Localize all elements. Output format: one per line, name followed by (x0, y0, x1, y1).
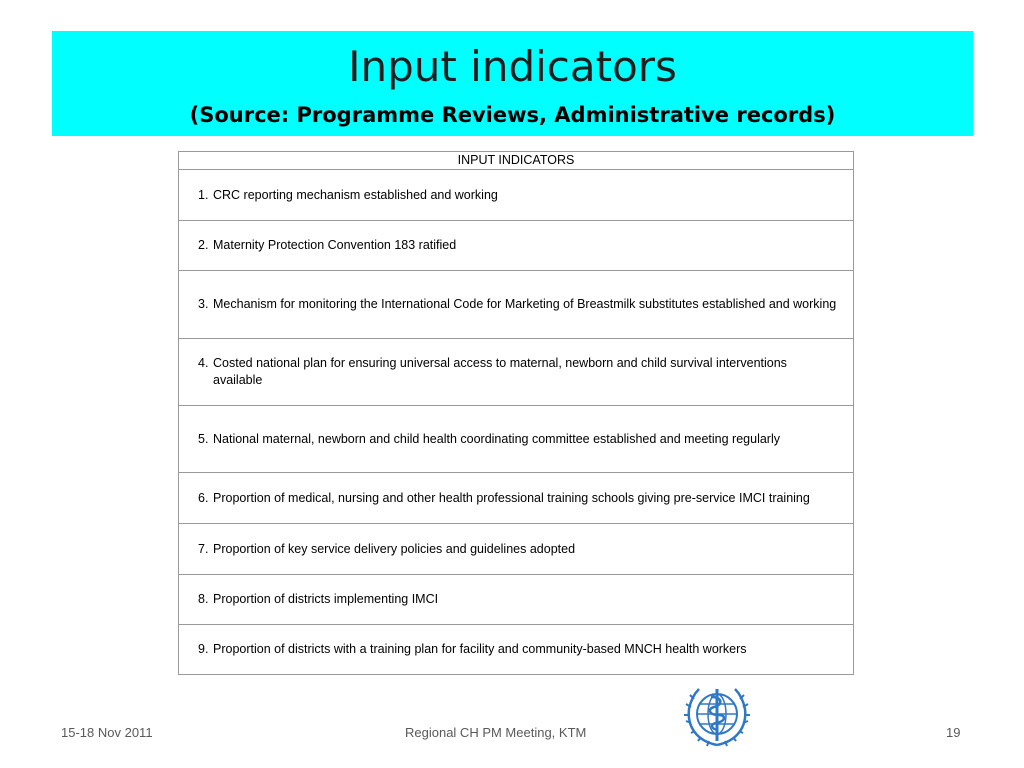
row-number: 1. (198, 187, 209, 202)
footer-date: 15-18 Nov 2011 (61, 725, 153, 740)
footer-meeting: Regional CH PM Meeting, KTM (405, 725, 587, 740)
table-row (179, 524, 854, 575)
row-number: 9. (198, 642, 209, 656)
slide-subtitle: (Source: Programme Reviews, Administrative records) (189, 103, 836, 127)
row-number: 5. (198, 431, 209, 446)
table-row (179, 406, 854, 473)
row-text: CRC reporting mechanism established and working (213, 187, 498, 202)
table-row (179, 170, 854, 221)
table-header: INPUT INDICATORS (179, 152, 854, 170)
row-number: 3. (198, 297, 209, 311)
row-number: 2. (198, 238, 209, 252)
row-number: 8. (198, 592, 209, 606)
who-emblem-icon (683, 683, 751, 749)
footer-page-number: 19 (946, 725, 961, 740)
indicators-table (178, 151, 854, 675)
title-band (52, 31, 973, 136)
row-text: Proportion of districts implementing IMCI (213, 592, 439, 606)
table-row (179, 221, 854, 271)
row-text: National maternal, newborn and child health coordinating committee established and meeting regularly (213, 431, 780, 446)
row-text: Maternity Protection Convention 183 ratified (213, 238, 457, 252)
row-number: 7. (198, 541, 209, 556)
table-row (179, 271, 854, 339)
table-row (179, 339, 854, 406)
row-number: 4. (198, 356, 209, 370)
row-text: Costed national plan for ensuring universal access to maternal, newborn and child survival interventions available (213, 356, 787, 387)
slide-title: Input indicators (348, 42, 677, 91)
table-row (179, 473, 854, 524)
row-text: Proportion of key service delivery policies and guidelines adopted (213, 541, 576, 556)
row-number: 6. (198, 490, 209, 505)
row-text: Proportion of medical, nursing and other health professional training schools giving pre-service IMCI training (213, 490, 810, 505)
row-text: Mechanism for monitoring the International Code for Marketing of Breastmilk substitutes established and working (213, 297, 837, 311)
table-row (179, 575, 854, 625)
row-text: Proportion of districts with a training plan for facility and community-based MNCH health workers (213, 642, 747, 656)
table-row (179, 625, 854, 675)
table-header-row (179, 152, 854, 170)
